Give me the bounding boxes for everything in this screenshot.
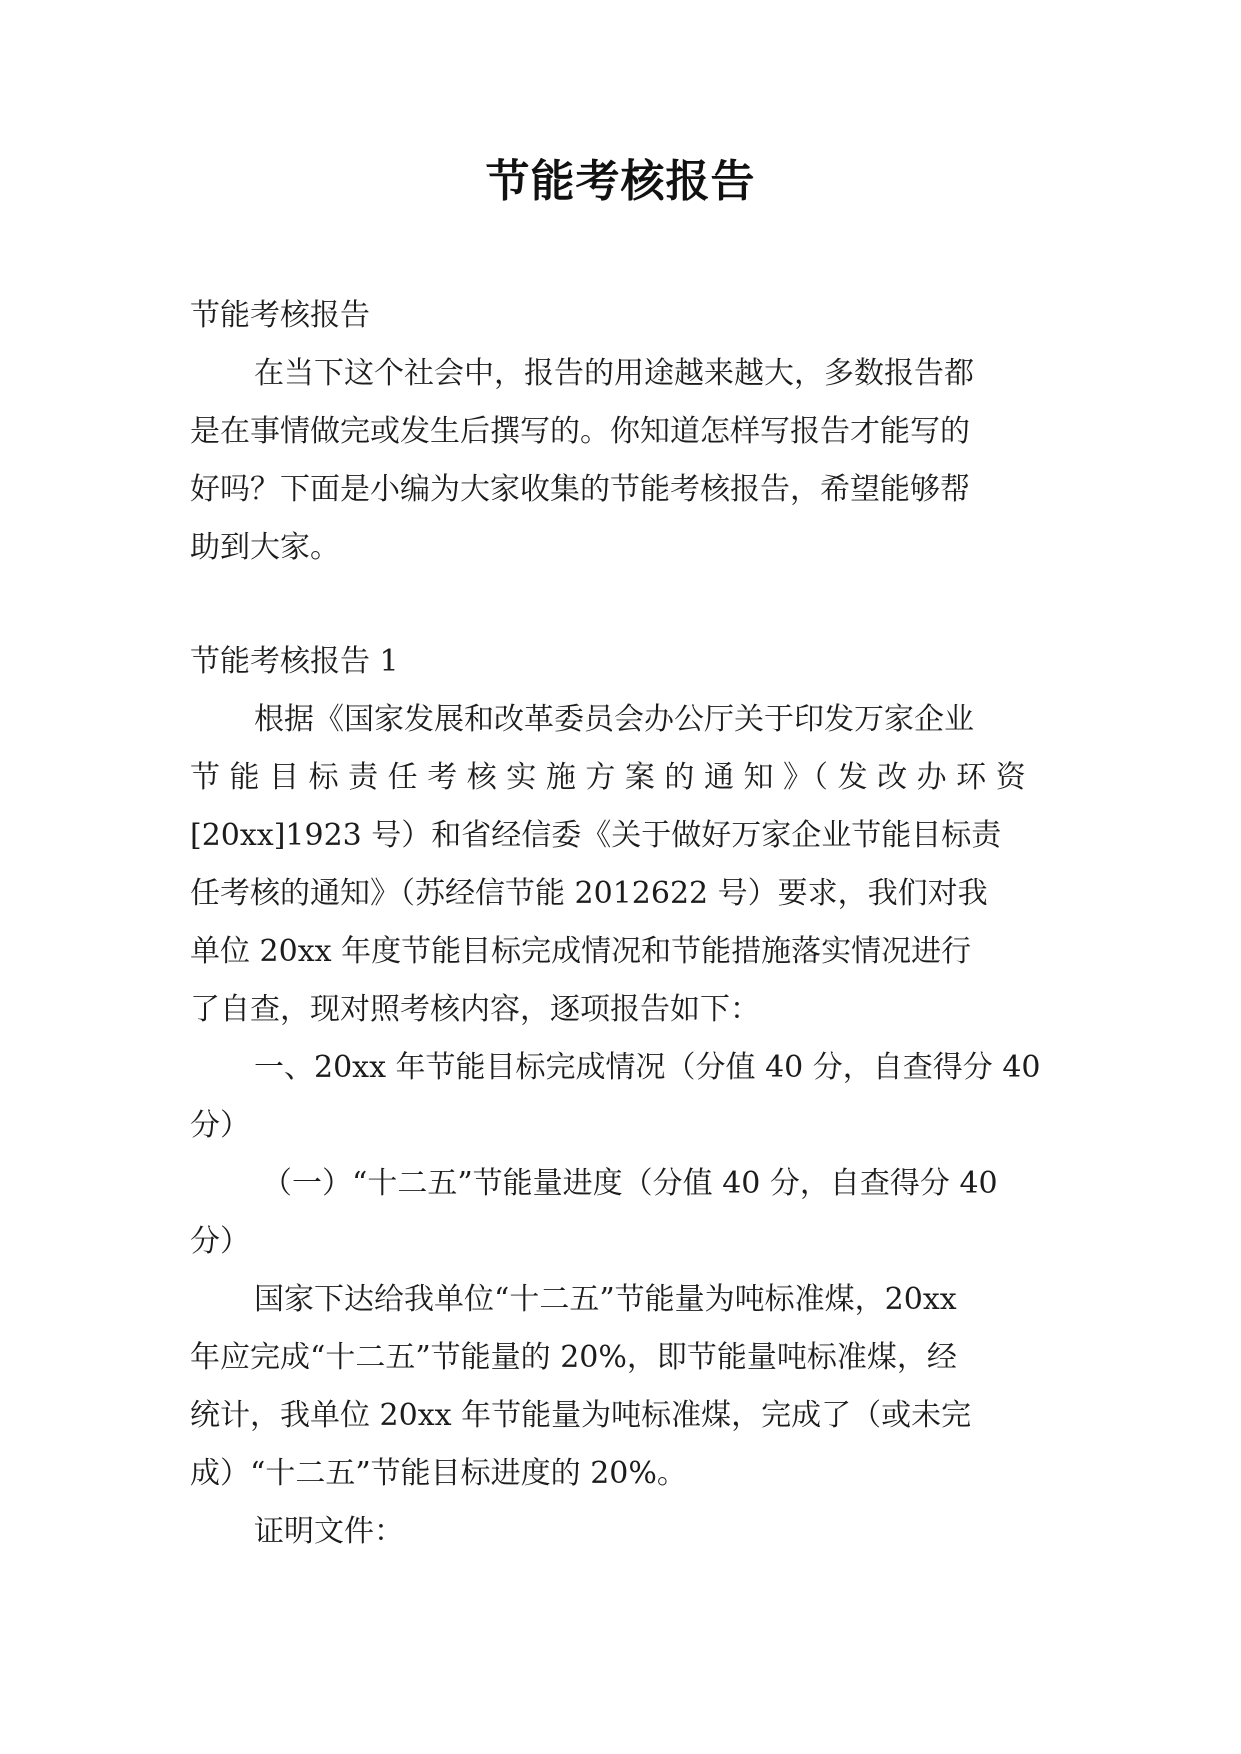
section1-p1-line-3: [20xx]1923 号）和省经信委《关于做好万家企业节能目标责 [190, 818, 1002, 853]
section1-p2-line-3: 统计，我单位 20xx 年节能量为吨标准煤，完成了（或未完 [190, 1398, 972, 1433]
intro-line-1: 在当下这个社会中，报告的用途越来越大，多数报告都 [254, 356, 974, 391]
item1-line-2: 分） [190, 1108, 250, 1143]
item1-line-1: 一、20xx 年节能目标完成情况（分值 40 分，自查得分 40 [254, 1050, 1041, 1085]
section1-p1-line-6: 了自查，现对照考核内容，逐项报告如下： [190, 992, 760, 1027]
section1-p2-line-2: 年应完成“十二五”节能量的 20%，即节能量吨标准煤，经 [190, 1340, 957, 1375]
section1-p1-line-2: 节 能 目 标 责 任 考 核 实 施 方 案 的 通 知 》（ 发 改 办 环 资 [190, 760, 1026, 795]
evidence-label: 证明文件： [254, 1514, 404, 1549]
section1-p2-line-1: 国家下达给我单位“十二五”节能量为吨标准煤，20xx [254, 1282, 957, 1317]
item1-1-line-2: 分） [190, 1224, 250, 1259]
document-title: 节能考核报告 [485, 156, 756, 207]
intro-line-2: 是在事情做完或发生后撰写的。你知道怎样写报告才能写的 [190, 414, 970, 449]
section1-p1-line-4: 任考核的通知》（苏经信节能 2012622 号）要求，我们对我 [190, 876, 988, 911]
item1-1-line-1: （一）“十二五”节能量进度（分值 40 分，自查得分 40 [262, 1166, 998, 1201]
section1-p1-line-1: 根据《国家发展和改革委员会办公厅关于印发万家企业 [254, 702, 974, 737]
section1-heading: 节能考核报告 1 [190, 644, 399, 679]
section1-p2-line-4: 成）“十二五”节能目标进度的 20%。 [190, 1456, 687, 1491]
section1-p1-line-5: 单位 20xx 年度节能目标完成情况和节能措施落实情况进行 [190, 934, 972, 969]
intro-line-3: 好吗？下面是小编为大家收集的节能考核报告，希望能够帮 [190, 472, 970, 507]
intro-line-4: 助到大家。 [190, 530, 340, 565]
intro-heading: 节能考核报告 [190, 298, 370, 333]
